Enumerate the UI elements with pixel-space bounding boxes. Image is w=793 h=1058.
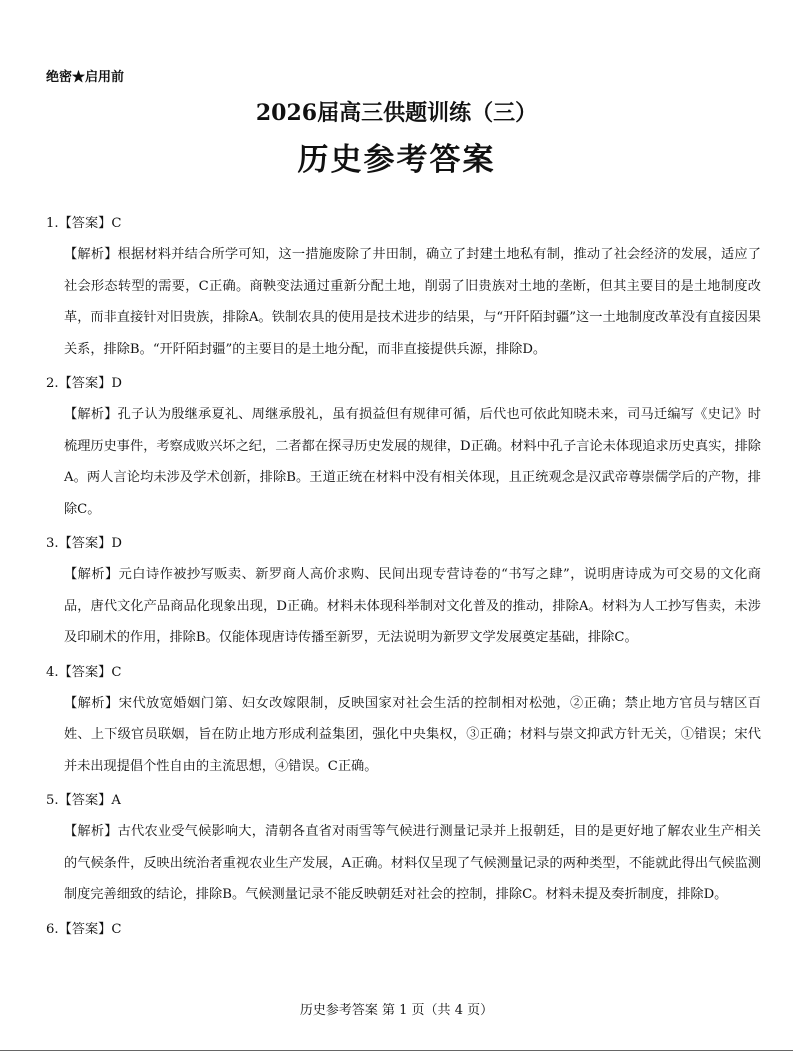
- answer-line: 5.【答案】A: [46, 793, 121, 808]
- question-item: [46, 658, 761, 783]
- answer-line: 2.【答案】D: [46, 376, 122, 391]
- answer-line: 6.【答案】C: [46, 921, 122, 937]
- explanation-text: 【解析】根据材料并结合所学可知，这一措施废除了井田制，确立了封建土地私有制，推动了社会经济的发展，适应了社会形态转型的需要，C正确。商鞅变法通过重新分配土地，削弱了旧贵族对土地的垄断，但其主要目的是土地制度改革，而非直接针对旧贵族，排除A。铁制农具的使用是技术进步的结果，与“开阡陌封疆”这一土地制度改革没有直接因果关系，排除B。“开阡陌封疆”的主要目的是土地分配，而非直接提供兵源，排除D。: [64, 247, 761, 357]
- answer-line: 4.【答案】C: [46, 664, 122, 680]
- question-item: [46, 915, 761, 945]
- explanation-text: 【解析】宋代放宽婚姻门第、妇女改嫁限制，反映国家对社会生活的控制相对松弛，②正确；禁止地方官员与辖区百姓、上下级官员联姻，旨在防止地方形成利益集团，强化中央集权，③正确；材料与崇文抑武方针无关，①错误；宋代并未出现提倡个性自由的主流思想，④错误。C正确。: [64, 695, 761, 774]
- answer-line: 3.【答案】D: [46, 536, 122, 551]
- bottom-divider: [0, 1050, 793, 1051]
- answer-list: [46, 209, 761, 949]
- question-item: [46, 786, 761, 911]
- answer-line: 1.【答案】C: [46, 216, 122, 231]
- explanation-text: 【解析】孔子认为殷继承夏礼、周继承殷礼，虽有损益但有规律可循，后代也可依此知晓未来，司马迁编写《史记》时梳理历史事件，考察成败兴坏之纪，二者都在探寻历史发展的规律，D正确。材料中孔子言论未体现追求历史真实，排除A。两人言论均未涉及学术创新，排除B。王道正统在材料中没有相关体现，且正统观念是汉武帝尊崇儒学后的产物，排除C。: [64, 407, 761, 517]
- question-item: [46, 209, 761, 365]
- confidential-mark: 绝密★启用前: [46, 70, 125, 85]
- explanation-text: 【解析】元白诗作被抄写贩卖、新罗商人高价求购、民间出现专营诗卷的“书写之肆”，说明唐诗成为可交易的文化商品，唐代文化产品商品化现象出现，D正确。材料未体现科举制对文化普及的推动，排除A。材料为人工抄写售卖，未涉及印刷术的作用，排除B。仅能体现唐诗传播至新罗，无法说明为新罗文学发展奠定基础，排除C。: [64, 567, 761, 645]
- exam-title: 2026届高三供题训练（三）: [255, 100, 538, 126]
- page-footer: 历史参考答案 第 1 页（共 4 页）: [299, 1003, 494, 1018]
- question-item: [46, 369, 761, 525]
- document-subtitle: 历史参考答案: [297, 142, 496, 178]
- question-item: [46, 529, 761, 654]
- explanation-text: 【解析】古代农业受气候影响大，清朝各直省对雨雪等气候进行测量记录并上报朝廷，目的是更好地了解农业生产相关的气候条件，反映出统治者重视农业生产发展，A正确。材料仅呈现了气候测量记录的两种类型，不能就此得出气候监测制度完善细致的结论，排除B。气候测量记录不能反映朝廷对社会的控制，排除C。材料未提及奏折制度，排除D。: [64, 824, 761, 902]
